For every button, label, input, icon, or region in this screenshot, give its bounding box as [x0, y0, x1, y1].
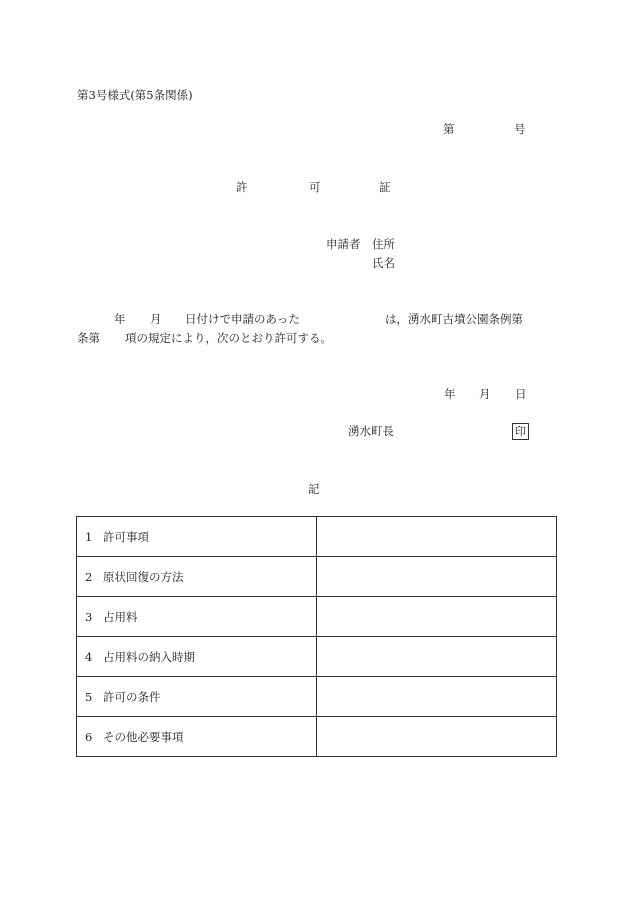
table-row [77, 557, 557, 597]
item-label-cell: 4 占用料の納入時期 [77, 637, 317, 677]
date-month: 月 [479, 387, 491, 401]
applicant-name-label: 氏名 [372, 256, 395, 270]
item-value-cell [317, 677, 557, 717]
item-value-cell [317, 717, 557, 757]
table-row [77, 637, 557, 677]
body-line2-end: 項の規定により，次のとおり許可する。 [125, 331, 332, 345]
permit-items-table [76, 516, 557, 757]
item-value-cell [317, 517, 557, 557]
item-label-cell: 2 原状回復の方法 [77, 557, 317, 597]
date-day: 日 [515, 387, 527, 401]
body-year: 年 [114, 312, 126, 326]
date-year: 年 [444, 387, 456, 401]
document-number-prefix: 第 [443, 122, 455, 136]
item-value-cell [317, 597, 557, 637]
seal-mark: 印 [512, 423, 529, 440]
table-row [77, 597, 557, 637]
body-line1-end: は，湧水町古墳公園条例第 [385, 312, 523, 326]
applicant-label: 申請者 [326, 237, 361, 251]
form-number: 第3号様式(第5条関係) [77, 88, 193, 102]
title-char-2: 可 [309, 180, 321, 194]
body-month: 月 [150, 312, 162, 326]
title-char-3: 証 [379, 180, 391, 194]
item-label-cell: 5 許可の条件 [77, 677, 317, 717]
item-label-cell: 1 許可事項 [77, 517, 317, 557]
table-row [77, 677, 557, 717]
item-label-cell: 3 占用料 [77, 597, 317, 637]
issuer-title: 湧水町長 [348, 424, 394, 438]
document-number-suffix: 号 [514, 122, 526, 136]
record-mark: 記 [308, 482, 320, 496]
item-value-cell [317, 557, 557, 597]
table-row [77, 517, 557, 557]
item-label-cell: 6 その他必要事項 [77, 717, 317, 757]
body-line2-start: 条第 [77, 331, 100, 345]
table-row [77, 717, 557, 757]
applicant-address-label: 住所 [372, 237, 395, 251]
title-char-1: 許 [236, 180, 248, 194]
body-line1-mid: 日付けで申請のあった [185, 312, 300, 326]
item-value-cell [317, 637, 557, 677]
